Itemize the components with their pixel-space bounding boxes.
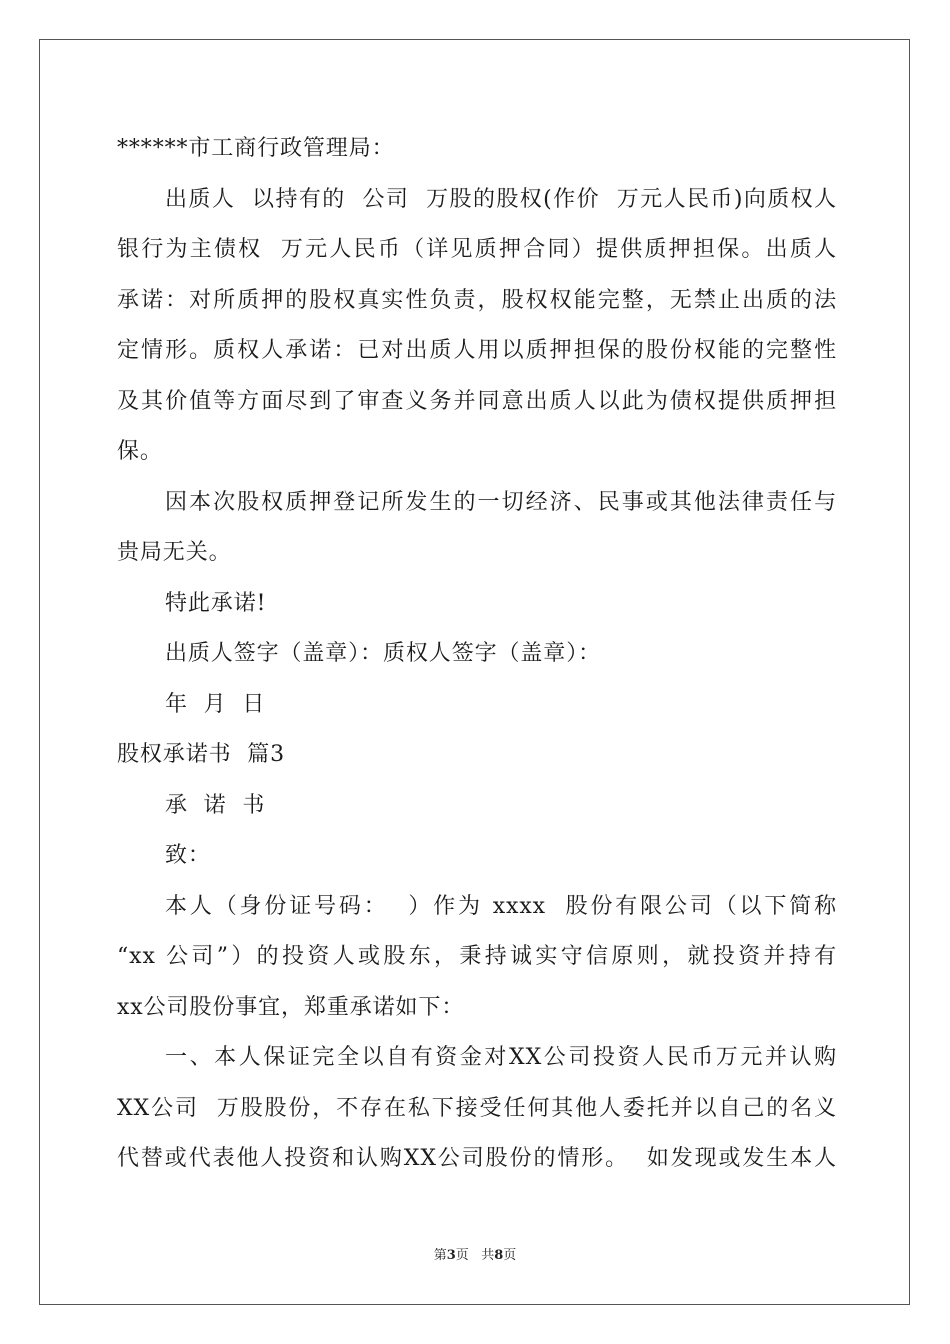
paragraph-line: 本人（身份证号码： ）作为 xxxx 股份有限公司（以下简称 xyxy=(165,893,837,919)
paragraph-line: 出质人 以持有的 公司 万股的股权(作价 万元人民币)向质权人 xyxy=(165,186,837,212)
page-prefix: 第 xyxy=(433,1248,447,1263)
paragraph-line: 代替或代表他人投资和认购XX公司股份的情形。 如发现或发生本人 xyxy=(117,1146,837,1171)
addressee-line: ******市工商行政管理局： xyxy=(117,136,395,161)
page-suffix: 页 xyxy=(455,1248,469,1263)
paragraph-line: 贵局无关。 xyxy=(117,540,232,565)
paragraph-line: 承诺：对所质押的股权真实性负责，股权权能完整，无禁止出质的法 xyxy=(117,287,837,313)
section-heading: 股权承诺书 篇3 xyxy=(117,742,286,767)
paragraph-line: 保。 xyxy=(117,439,163,464)
closing-line: 特此承诺! xyxy=(165,590,267,616)
page-footer xyxy=(0,1244,950,1263)
total-prefix: 共 xyxy=(481,1248,495,1263)
paragraph-line: 及其价值等方面尽到了审查义务并同意出质人以此为债权提供质押担 xyxy=(117,388,837,414)
salutation-line: 致： xyxy=(165,843,211,868)
date-line: 年 月 日 xyxy=(165,691,266,717)
page-number: 3 xyxy=(446,1248,456,1263)
paragraph-line: XX公司 万股股份，不存在私下接受任何其他人委托并以自己的名义 xyxy=(117,1095,837,1121)
total-suffix: 页 xyxy=(503,1248,517,1263)
paragraph-line: 银行为主债权 万元人民币（详见质押合同）提供质押担保。出质人 xyxy=(117,237,837,262)
document-title: 承 诺 书 xyxy=(165,792,266,818)
paragraph-line: 一、本人保证完全以自有资金对XX公司投资人民币万元并认购 xyxy=(165,1045,837,1070)
signature-line: 出质人签字（盖章）：质权人签字（盖章）： xyxy=(165,641,602,666)
paragraph-line: “xx 公司”）的投资人或股东，秉持诚实守信原则，就投资并持有 xyxy=(117,944,837,969)
total-pages: 8 xyxy=(494,1248,504,1263)
document-body xyxy=(117,124,837,1185)
paragraph-line: 因本次股权质押登记所发生的一切经济、民事或其他法律责任与 xyxy=(165,489,837,515)
paragraph-line: 定情形。质权人承诺：已对出质人用以质押担保的股份权能的完整性 xyxy=(117,338,837,363)
paragraph-line: xx公司股份事宜，郑重承诺如下： xyxy=(117,994,465,1020)
